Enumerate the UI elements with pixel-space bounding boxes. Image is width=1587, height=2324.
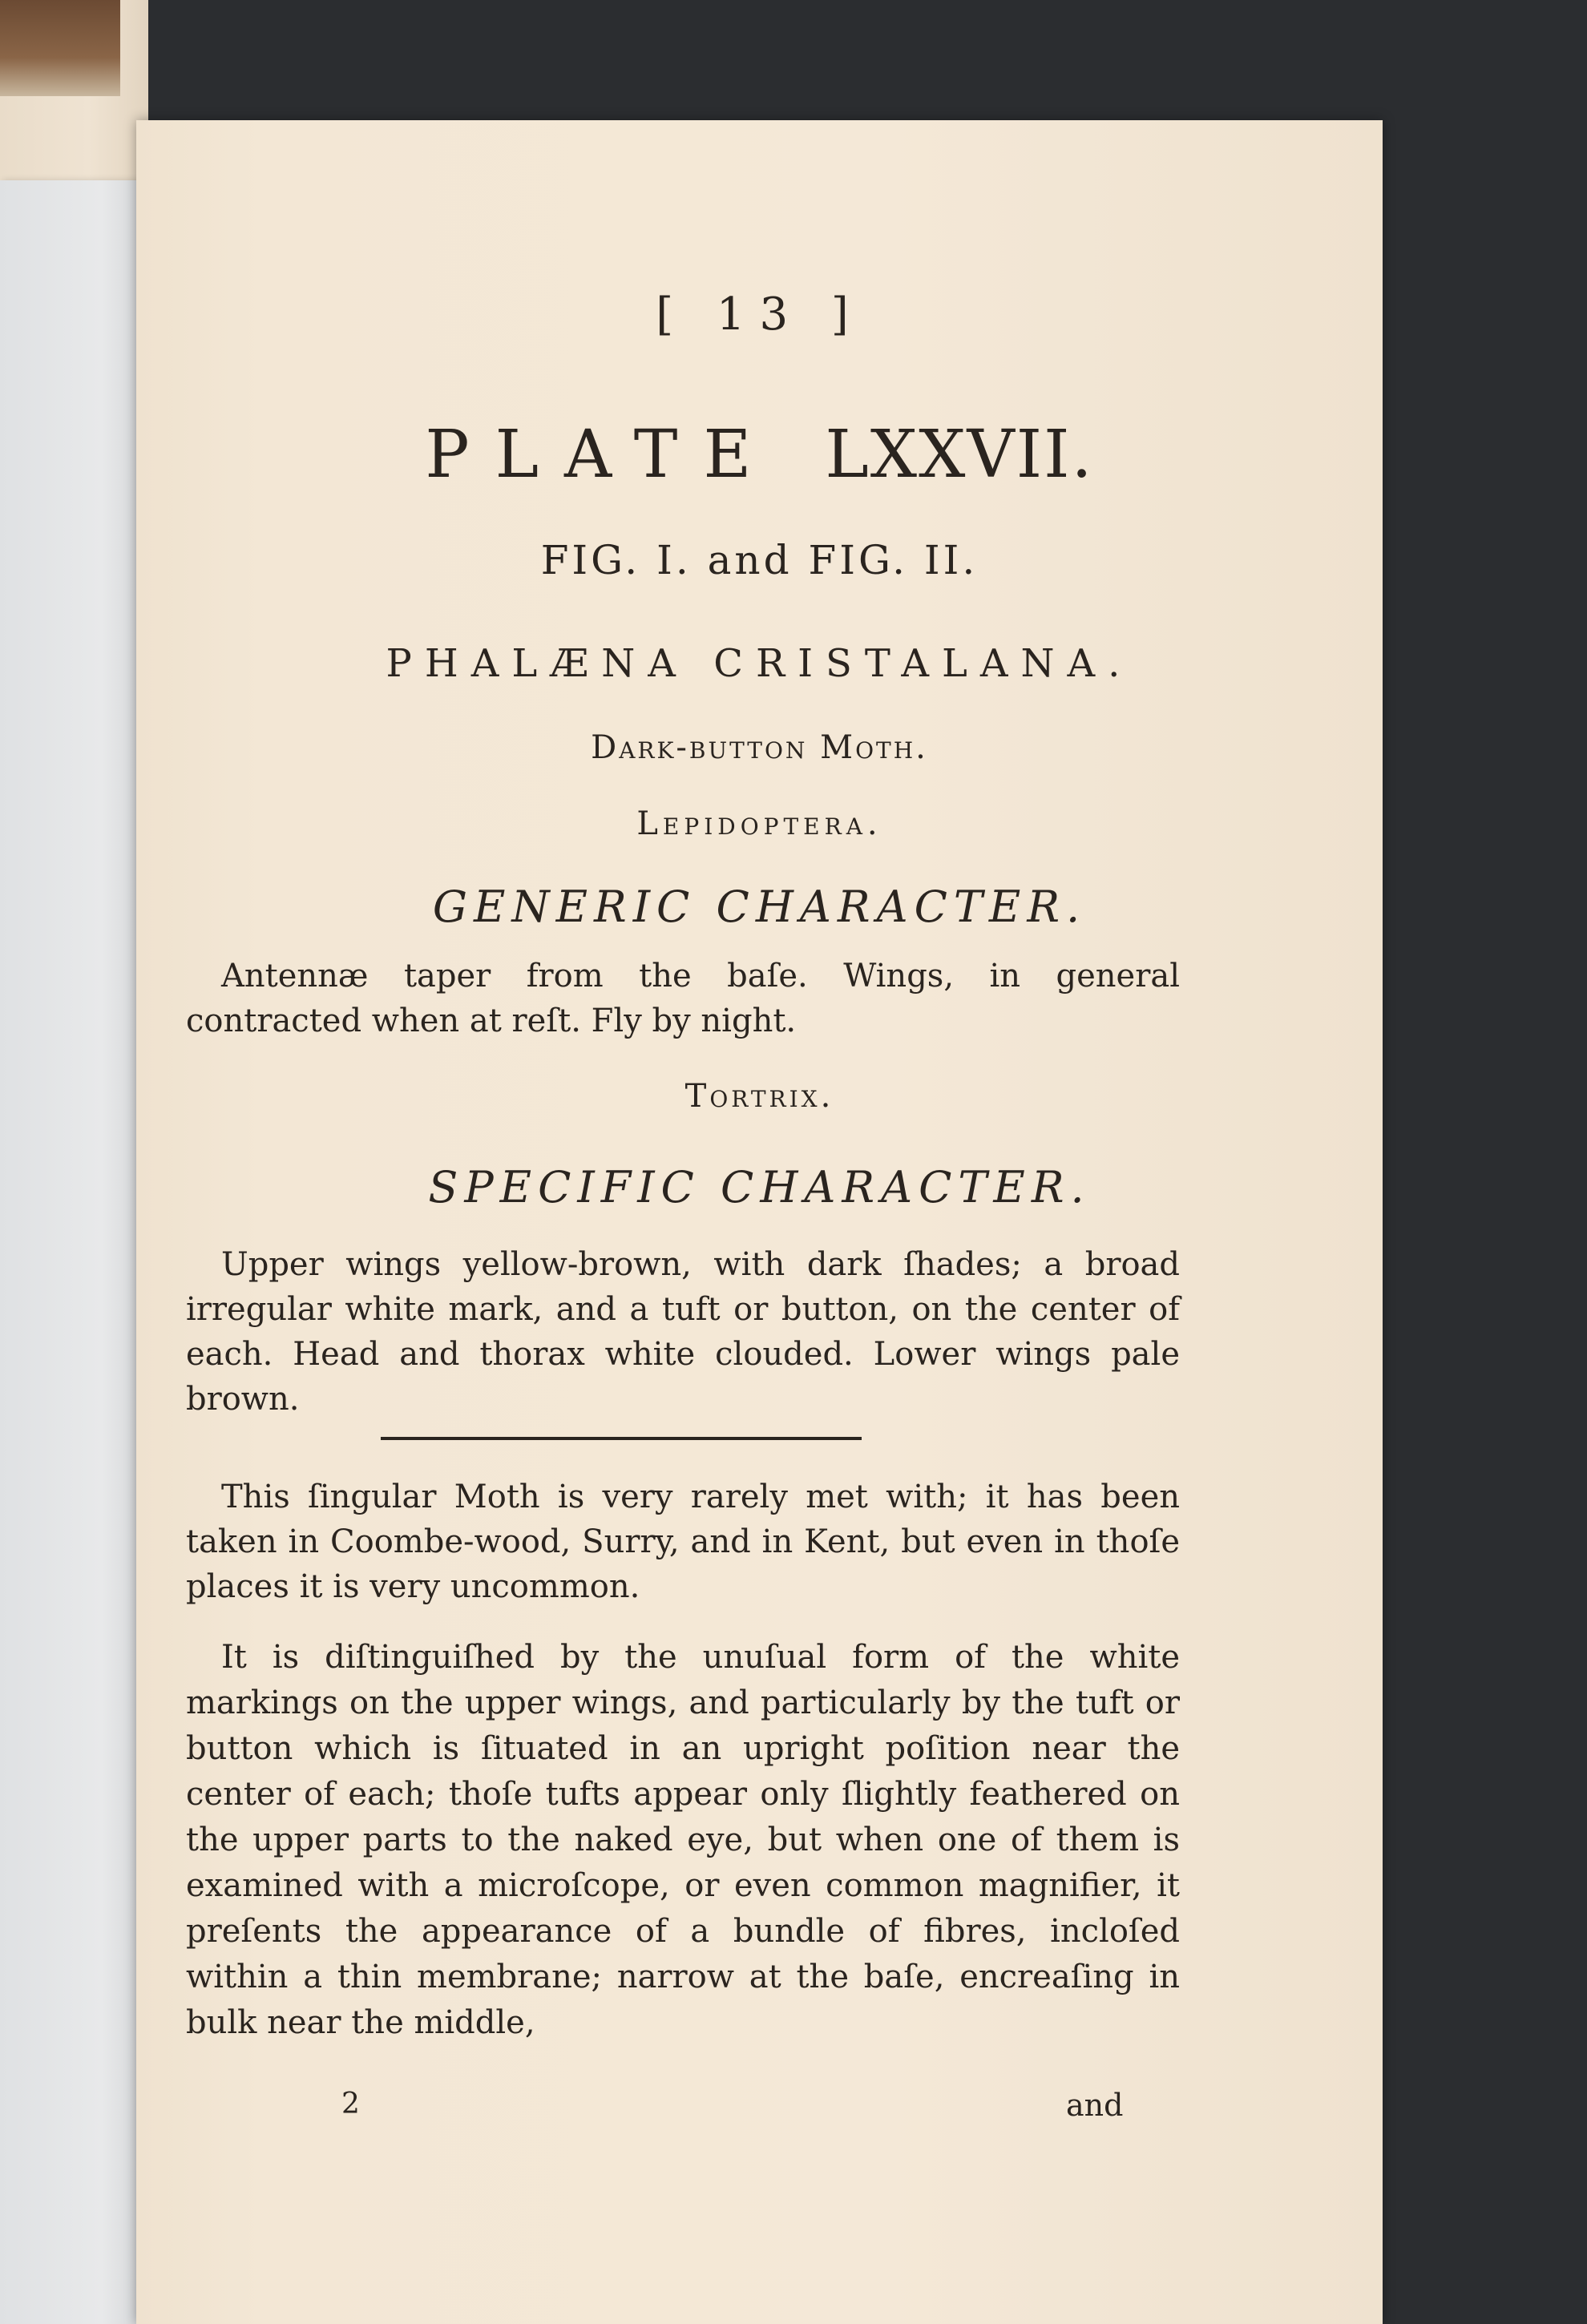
species-name: PHALÆNA CRISTALANA.: [386, 641, 1133, 686]
specific-character-text: Upper wings yellow-brown, with dark ſhades; a broad irregular white mark, and a tuft or button, on the center of each. Head and thorax white clouded. Lower wings pale brown.: [186, 1246, 1180, 1418]
generic-character-heading: GENERIC CHARACTER.: [432, 882, 1087, 932]
signature-mark: 2: [341, 2088, 360, 2120]
book-page: [136, 120, 1383, 2324]
section-divider: [381, 1437, 862, 1440]
figure-reference: FIG. I. and FIG. II.: [540, 537, 979, 583]
page-number: [ 13 ]: [656, 288, 863, 341]
order-name: Lepidoptera.: [636, 805, 882, 842]
paper-slip: [0, 180, 146, 2324]
book-binding: [0, 0, 120, 96]
body-paragraph-1: This ſingular Moth is very rarely met with; it has been taken in Coombe-wood, Surry, and in Kent, but even in thoſe places it is very uncommon.: [186, 1479, 1180, 1605]
plate-numeral: LXXVII.: [825, 417, 1094, 493]
plate-title: [136, 417, 1383, 493]
plate-word: PLATE: [425, 417, 777, 493]
family-name: Tortrix.: [684, 1078, 834, 1115]
catchword: and: [1066, 2088, 1124, 2123]
body-paragraph-2: It is diſtinguiſhed by the unuſual form of the white markings on the upper wings, and particularly by the tuft or button which is ſituated in an upright poſition near the center of each; thoſe tufts appear only ſlightly feathered on the upper parts to the naked eye, but when one of them is examined with a microſcope, or even common magnifier, it preſents the appearance of a bundle of fibres, incloſed within a thin membrane; narrow at the baſe, encreaſing in bulk near the middle,: [186, 1639, 1180, 2041]
generic-character-text: Antennæ taper from the baſe. Wings, in general contracted when at reſt. Fly by night.: [186, 958, 1180, 1039]
common-name: Dark-button Moth.: [591, 729, 928, 766]
specific-character-heading: SPECIFIC CHARACTER.: [428, 1162, 1091, 1212]
